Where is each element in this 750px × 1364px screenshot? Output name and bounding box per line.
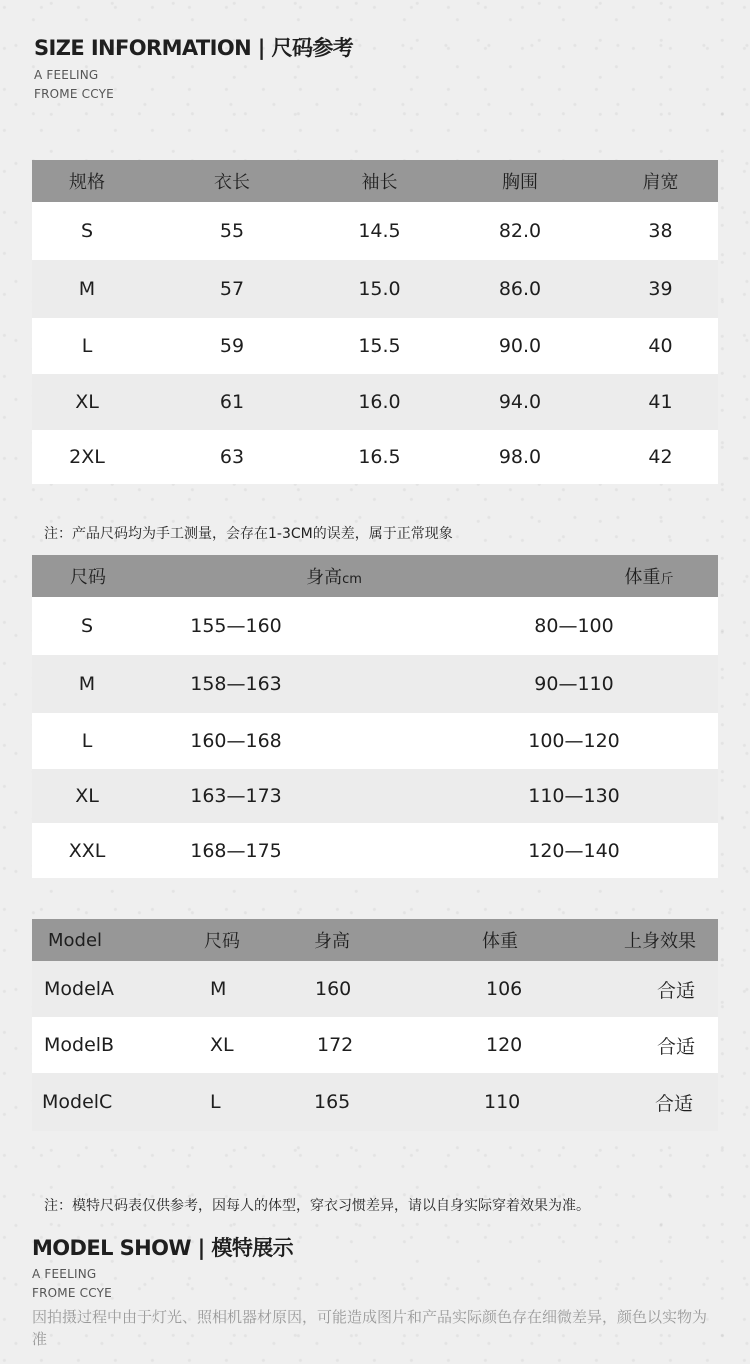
header-subtitle-line2: FROME CCYE — [34, 87, 114, 101]
chest-cell: 86.0 — [498, 278, 542, 300]
shoulder-cell: 39 — [648, 278, 673, 300]
model-size-cell: M — [210, 978, 227, 1000]
size-cell: M — [78, 278, 96, 300]
shoulder-cell: 38 — [648, 220, 673, 242]
table-row — [32, 1073, 718, 1131]
header-cell-height: 身高cm — [306, 567, 362, 588]
header-cell-weight: 体重斤 — [624, 567, 674, 588]
table-row — [32, 655, 718, 713]
size-cell: 2XL — [69, 446, 105, 468]
table-row — [32, 374, 718, 430]
size-cell: M — [78, 673, 96, 695]
length-cell: 59 — [219, 335, 245, 357]
weight-range-cell: 120—140 — [528, 839, 620, 862]
height-range-cell: 163—173 — [190, 785, 282, 807]
length-cell: 63 — [219, 446, 245, 468]
table-header-row — [32, 919, 718, 961]
header-cell-chest: 胸围 — [502, 172, 538, 193]
weight-range-cell: 110—130 — [528, 785, 620, 807]
size-cell: L — [81, 335, 93, 357]
model-name-cell: ModelA — [44, 978, 115, 1000]
header-cell-shoulder: 肩宽 — [642, 172, 679, 193]
size-cell: L — [81, 730, 93, 752]
weight-range-cell: 100—120 — [528, 730, 620, 752]
header-subtitle-line1: A FEELING — [34, 68, 99, 82]
size-cell: XL — [75, 785, 99, 807]
size-info-header — [34, 32, 353, 104]
model-size-cell: XL — [210, 1034, 234, 1056]
size-cell: XL — [75, 391, 99, 413]
sleeve-cell: 15.0 — [358, 278, 401, 300]
length-cell: 57 — [219, 278, 245, 300]
model-show-header — [32, 1232, 293, 1303]
header-cell-spec: 规格 — [69, 172, 105, 193]
model-weight-cell: 110 — [484, 1091, 521, 1113]
table-header-row — [32, 160, 718, 202]
model-weight-cell: 106 — [486, 978, 523, 1000]
shoulder-cell: 40 — [648, 335, 673, 357]
height-range-cell: 160—168 — [190, 730, 282, 752]
header-cell-length: 衣长 — [214, 172, 250, 193]
model-note: 注：模特尺码表仅供参考，因每人的体型，穿衣习惯差异，请以自身实际穿着效果为准。 — [44, 1198, 590, 1214]
shoulder-cell: 41 — [648, 391, 673, 413]
model-height-cell: 172 — [317, 1034, 354, 1056]
sleeve-cell: 16.5 — [358, 446, 401, 468]
table-row — [32, 318, 718, 374]
chest-cell: 82.0 — [498, 220, 542, 242]
sleeve-cell: 15.5 — [358, 335, 401, 357]
measurement-note: 注：产品尺码均为手工测量，会存在1-3CM的误差，属于正常现象 — [44, 526, 453, 542]
table-header-row — [32, 555, 718, 597]
header-cell-size: 尺码 — [204, 931, 240, 952]
chest-cell: 94.0 — [498, 391, 542, 413]
model-table — [32, 919, 718, 1131]
header-subtitle-line2: FROME CCYE — [32, 1286, 112, 1300]
height-range-cell: 155—160 — [190, 615, 282, 637]
model-height-cell: 165 — [314, 1091, 351, 1113]
header-cell-size: 尺码 — [70, 567, 106, 588]
weight-range-cell: 80—100 — [534, 615, 614, 637]
table-row — [32, 961, 718, 1017]
length-cell: 55 — [219, 220, 245, 242]
model-weight-cell: 120 — [486, 1034, 523, 1056]
model-fit-cell: 合适 — [656, 1035, 695, 1058]
header-cell-weight: 体重 — [482, 931, 518, 952]
header-cell-sleeve: 袖长 — [361, 172, 398, 193]
table-row — [32, 769, 718, 823]
size-cell: XXL — [68, 839, 106, 862]
header-cell-model: Model — [48, 929, 103, 951]
header-subtitle-line1: A FEELING — [32, 1267, 97, 1281]
length-cell: 61 — [219, 391, 245, 413]
sleeve-cell: 14.5 — [358, 220, 401, 242]
weight-range-cell: 90—110 — [534, 673, 614, 695]
chest-cell: 90.0 — [498, 335, 542, 357]
table-row — [32, 713, 718, 769]
sleeve-cell: 16.0 — [358, 391, 401, 413]
weight-unit: 斤 — [660, 572, 674, 587]
model-height-cell: 160 — [315, 978, 352, 1000]
size-cell: S — [80, 220, 94, 242]
model-size-cell: L — [210, 1091, 221, 1113]
header-cell-fit-effect: 上身效果 — [624, 931, 696, 952]
model-show-title: MODEL SHOW | 模特展示 — [32, 1236, 294, 1260]
size-info-title: SIZE INFORMATION | 尺码参考 — [34, 36, 354, 60]
table-row — [32, 202, 718, 260]
height-unit: cm — [342, 572, 362, 587]
table-row — [32, 260, 718, 318]
table-row — [32, 597, 718, 655]
table-row — [32, 430, 718, 484]
header-cell-height: 身高 — [314, 931, 350, 952]
color-disclaimer: 因拍摄过程中由于灯光、照相机器材原因，可能造成图片和产品实际颜色存在细微差异，颜色以实物为准 — [32, 1308, 708, 1348]
height-range-cell: 168—175 — [190, 839, 282, 862]
table-row — [32, 823, 718, 878]
model-name-cell: ModelC — [42, 1091, 113, 1113]
size-cell: S — [80, 615, 94, 637]
shoulder-cell: 42 — [648, 446, 673, 468]
size-measurement-table — [32, 160, 718, 484]
model-name-cell: ModelB — [44, 1034, 115, 1056]
table-row — [32, 1017, 718, 1073]
height-range-cell: 158—163 — [190, 673, 282, 695]
fit-table — [32, 555, 718, 878]
model-fit-cell: 合适 — [654, 1092, 693, 1115]
model-fit-cell: 合适 — [656, 979, 695, 1002]
chest-cell: 98.0 — [498, 446, 542, 468]
